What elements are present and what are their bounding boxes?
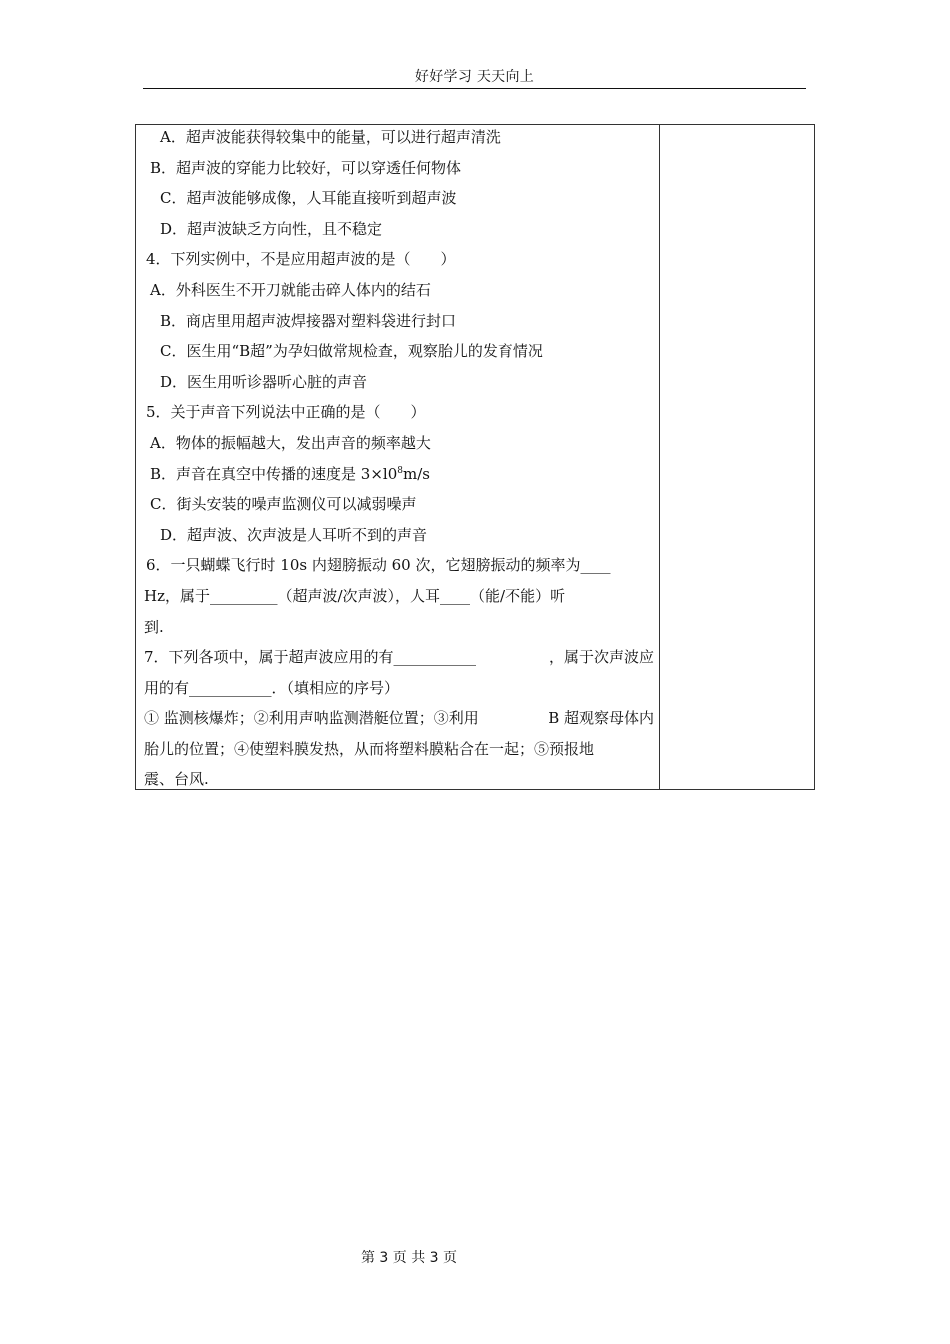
- q4-option-a: A．外科医生不开刀就能击碎人体内的结石: [150, 280, 431, 299]
- q7-line-2: 用的有___________．（填相应的序号）: [144, 678, 400, 697]
- q3-option-a: A．超声波能获得较集中的能量，可以进行超声清洗: [160, 128, 501, 146]
- q5-option-b-suffix: m/s: [402, 464, 430, 483]
- q4-option-b: B．商店里用超声波焊接器对塑料袋进行封口: [160, 311, 457, 330]
- q6-line-1: 6．一只蝴蝶飞行时 10s 内翅膀振动 60 次，它翅膀振动的频率为____: [146, 556, 611, 575]
- q5-option-c: C．街头安装的噪声监测仪可以减弱噪声: [150, 495, 417, 514]
- q5-stem: 5．关于声音下列说法中正确的是（ ）: [146, 403, 426, 422]
- q7-line-1: [144, 642, 654, 673]
- q3-option-d: D．超声波缺乏方向性，且不稳定: [160, 219, 383, 238]
- q7-line-3: [144, 703, 654, 734]
- q7-line-4: 胎儿的位置；④使塑料膜发热，从而将塑料膜粘合在一起；⑤预报地: [144, 739, 595, 758]
- q5-option-b-prefix: B．声音在真空中传播的速度是 3×l0: [150, 464, 398, 483]
- page-number: 第 3 页 共 3 页: [360, 1250, 458, 1266]
- q7-line-1-right: ，属于次声波应: [548, 648, 654, 667]
- q3-option-c: C．超声波能够成像，人耳能直接听到超声波: [160, 189, 457, 208]
- question-table: [135, 124, 815, 790]
- q6-line-3: 到.: [144, 617, 164, 636]
- page-header: 好好学习 天天向上: [414, 69, 535, 85]
- q7-line-3-left: ① 监测核爆炸；②利用声呐监测潜艇位置；③利用: [144, 709, 479, 728]
- q3-option-b: B．超声波的穿能力比较好，可以穿透任何物体: [150, 158, 462, 177]
- column-divider: [659, 125, 660, 789]
- q7-line-3-right: B 超观察母体内: [548, 709, 654, 728]
- q4-option-c: C．医生用“B超”为孕妇做常规检查，观察胎儿的发育情况: [160, 342, 543, 361]
- question-column: [144, 122, 654, 795]
- q6-line-2: Hz，属于_________（超声波/次声波），人耳____（能/不能）听: [144, 586, 566, 605]
- q4-option-d: D．医生用听诊器听心脏的声音: [160, 372, 368, 391]
- header-rule: [143, 88, 806, 89]
- q5-option-d: D．超声波、次声波是人耳听不到的声音: [160, 525, 428, 544]
- q5-option-b: [144, 459, 654, 490]
- q4-stem: 4．下列实例中，不是应用超声波的是（ ）: [146, 250, 456, 269]
- q7-line-5: 震、台风.: [144, 770, 209, 789]
- q5-option-a: A．物体的振幅越大，发出声音的频率越大: [150, 433, 431, 452]
- q7-line-1-left: 7．下列各项中，属于超声波应用的有___________: [144, 648, 477, 667]
- q5-option-b-exponent: 8: [397, 465, 403, 476]
